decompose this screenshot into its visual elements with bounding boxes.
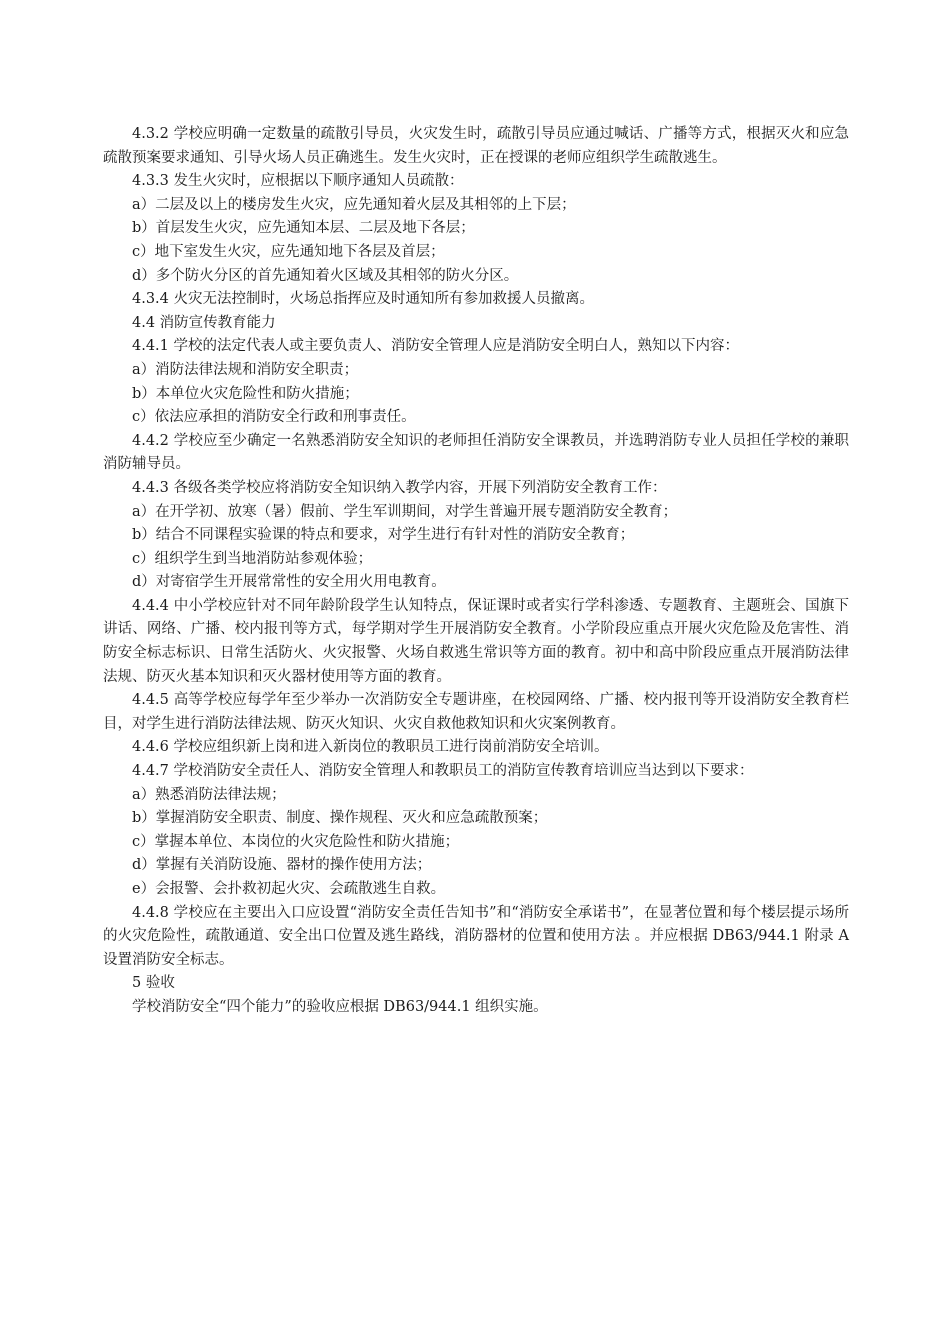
document-body <box>103 123 849 1020</box>
list-item: b）结合不同课程实验课的特点和要求，对学生进行有针对性的消防安全教育； <box>132 527 635 544</box>
paragraph: 4.4.6 学校应组织新上岗和进入新岗位的教职员工进行岗前消防安全培训。 <box>132 739 609 756</box>
list-item: b）首层发生火灾，应先通知本层、二层及地下各层； <box>132 220 475 237</box>
paragraph: 4.4.4 中小学校应针对不同年龄阶段学生认知特点，保证课时或者实行学科渗透、专题教育、主题班会、国旗下讲话、网络、广播、校内报刊等方式，每学期对学生开展消防安全教育。小学阶段应重点开展火灾危险及危害性、消防安全标志标识、日常生活防火、火灾报警、火场自救逃生常识等方面的教育。初中和高中阶段应重点开展消防法律法规、防灭火基本知识和灭火器材使用等方面的教育。 <box>103 597 849 685</box>
list-item: c）组织学生到当地消防站参观体验； <box>132 550 373 567</box>
paragraph: 4.4.2 学校应至少确定一名熟悉消防安全知识的老师担任消防安全课教员，并选聘消防专业人员担任学校的兼职消防辅导员。 <box>103 432 849 473</box>
list-item: a）熟悉消防法律法规； <box>132 786 286 803</box>
section-heading: 4.4 消防宣传教育能力 <box>132 314 276 331</box>
paragraph: 4.4.3 各级各类学校应将消防安全知识纳入教学内容，开展下列消防安全教育工作： <box>132 479 667 496</box>
paragraph: 4.3.4 火灾无法控制时，火场总指挥应及时通知所有参加救援人员撤离。 <box>132 291 595 308</box>
paragraph: 学校消防安全“四个能力”的验收应根据 DB63/944.1 组织实施。 <box>132 998 548 1015</box>
list-item: a）在开学初、放寒（暑）假前、学生军训期间，对学生普遍开展专题消防安全教育； <box>132 503 678 520</box>
list-item: b）掌握消防安全职责、制度、操作规程、灭火和应急疏散预案； <box>132 810 548 827</box>
paragraph: 4.4.8 学校应在主要出入口应设置“消防安全责任告知书”和“消防安全承诺书”，在显著位置和每个楼层提示场所的火灾危险性，疏散通道、安全出口位置及逃生路线，消防器材的位置和使用方法 。并应根据 DB63/944.1 附录 A 设置消防安全标志。 <box>103 904 849 968</box>
list-item: c）地下室发生火灾，应先通知地下各层及首层； <box>132 243 445 260</box>
paragraph: 4.4.5 高等学校应每学年至少举办一次消防安全专题讲座，在校园网络、广播、校内报刊等开设消防安全教育栏目，对学生进行消防法律法规、防灭火知识、火灾自救他救知识和火灾案例教育。 <box>103 692 849 732</box>
paragraph: 4.4.7 学校消防安全责任人、消防安全管理人和教职员工的消防宣传教育培训应当达到以下要求： <box>132 763 754 780</box>
list-item: a）二层及以上的楼房发生火灾，应先通知着火层及其相邻的上下层； <box>132 196 576 213</box>
section-heading: 5 验收 <box>132 975 175 992</box>
list-item: a）消防法律法规和消防安全职责； <box>132 361 359 378</box>
list-item: e）会报警、会扑救初起火灾、会疏散逃生自救。 <box>132 881 446 897</box>
list-item: b）本单位火灾危险性和防火措施； <box>132 385 359 402</box>
paragraph: 4.3.2 学校应明确一定数量的疏散引导员，火灾发生时，疏散引导员应通过喊话、广播等方式，根据灭火和应急疏散预案要求通知、引导火场人员正确逃生。发生火灾时，正在授课的老师应组织学生疏散逃生。 <box>103 126 849 166</box>
list-item: c）掌握本单位、本岗位的火灾危险性和防火措施； <box>132 833 460 850</box>
list-item: c）依法应承担的消防安全行政和刑事责任。 <box>132 409 416 426</box>
paragraph: 4.3.3 发生火灾时，应根据以下顺序通知人员疏散： <box>132 173 464 190</box>
list-item: d）对寄宿学生开展常常性的安全用火用电教育。 <box>132 574 446 591</box>
list-item: d）多个防火分区的首先通知着火区域及其相邻的防火分区。 <box>132 267 519 284</box>
paragraph: 4.4.1 学校的法定代表人或主要负责人、消防安全管理人应是消防安全明白人，熟知以下内容： <box>132 338 739 355</box>
list-item: d）掌握有关消防设施、器材的操作使用方法； <box>132 857 432 874</box>
